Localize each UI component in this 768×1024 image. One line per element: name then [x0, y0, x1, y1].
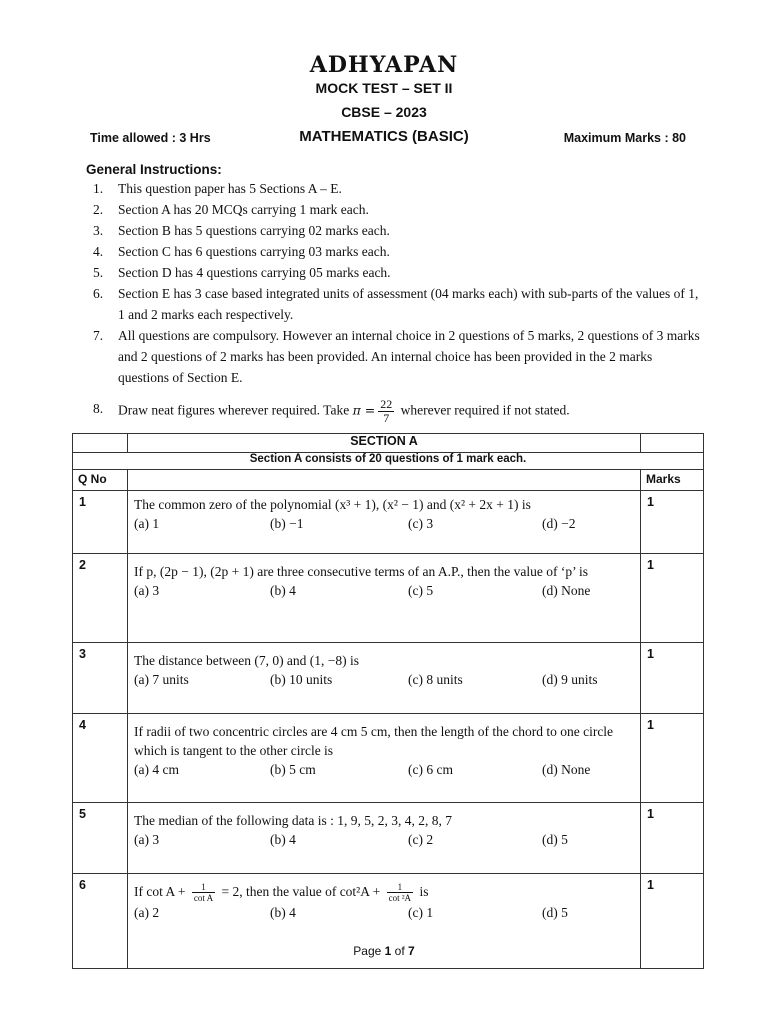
- section-a-table: [72, 433, 704, 969]
- page-current: 1: [384, 944, 392, 958]
- option-b: (b) 10 units: [270, 672, 333, 687]
- options-row: [134, 830, 634, 849]
- fraction-1-over-cot2A: $\frac{1}{\text{cot ²A}}$: [388, 882, 412, 904]
- options-row: [134, 514, 634, 533]
- option-a: (a) 4 cm: [134, 762, 179, 777]
- option-c: (c) 5: [408, 583, 434, 598]
- option-d: (d) −2: [542, 516, 576, 531]
- instructions-list: [93, 178, 703, 425]
- option-b: (b) 4: [270, 832, 296, 847]
- option-b: (b) 4: [270, 905, 296, 921]
- column-header-qno: Q No: [73, 470, 128, 491]
- option-c: (c) 1: [408, 905, 434, 921]
- option-c: (c) 3: [408, 516, 434, 531]
- section-title: SECTION A: [128, 434, 641, 453]
- instructions-title: General Instructions:: [86, 162, 222, 177]
- question-number: 4: [73, 714, 128, 803]
- question-body: [128, 491, 641, 554]
- question-body: [128, 714, 641, 803]
- option-b: (b) 4: [270, 583, 296, 598]
- question-text: If p, (2p − 1), (2p + 1) are three consecutive terms of an A.P., then the value of ‘p’ is: [134, 564, 588, 579]
- question-marks: 1: [641, 491, 704, 554]
- question-number: 3: [73, 643, 128, 714]
- option-a: (a) 3: [134, 583, 160, 598]
- option-d: (d) 5: [542, 832, 568, 847]
- question-body: [128, 643, 641, 714]
- question-marks: 1: [641, 643, 704, 714]
- column-header-marks: Marks: [641, 470, 704, 491]
- fraction-1-over-cotA: $\frac{1}{\text{cot A}}$: [193, 882, 214, 904]
- question-body: [128, 554, 641, 643]
- options-row: [134, 670, 634, 689]
- instruction-item: 2. Section A has 20 MCQs carrying 1 mark each.: [93, 202, 369, 217]
- instruction-item: 1. This question paper has 5 Sections A – E.: [93, 181, 342, 196]
- option-a: (a) 7 units: [134, 672, 189, 687]
- maximum-marks: Maximum Marks : 80: [563, 131, 686, 145]
- pi-symbol: π =: [352, 402, 376, 418]
- question-number: 6: [73, 874, 128, 969]
- table-row: [73, 643, 704, 714]
- subject-title: MATHEMATICS (BASIC): [299, 128, 469, 145]
- question-marks: 1: [641, 874, 704, 969]
- question-text: The common zero of the polynomial (x³ + 1), (x² − 1) and (x² + 2x + 1) is: [134, 497, 531, 512]
- question-number: 5: [73, 803, 128, 874]
- option-d: (d) 5: [542, 905, 568, 921]
- options-row: [134, 903, 634, 922]
- exam-meta: [0, 128, 768, 150]
- fraction-22-7: $\frac{22}{7}$: [380, 397, 393, 425]
- option-c: (c) 2: [408, 832, 434, 847]
- question-text: The distance between (7, 0) and (1, −8) is: [134, 653, 360, 668]
- page-of: of: [394, 944, 405, 958]
- test-name: MOCK TEST – SET II: [315, 80, 453, 96]
- instruction-item: 6. Section E has 3 case based integrated units of assessment (04 marks each) with sub-parts of the values of 1, 1 and 2 marks each respectively.: [93, 286, 699, 322]
- option-d: (d) None: [542, 762, 591, 777]
- page-total: 7: [408, 944, 415, 958]
- option-a: (a) 2: [134, 905, 160, 921]
- instruction-item: 7. All questions are compulsory. However an internal choice in 2 questions of 5 marks, 2 questions of 3 marks and 2 questions of 2 marks has been provided. An internal choice has been provided in the 2 marks questions of Section E.: [93, 328, 700, 385]
- table-row: [73, 714, 704, 803]
- brand-title: ADHYAPAN: [309, 52, 459, 78]
- page-footer: [0, 944, 768, 958]
- table-row: [73, 554, 704, 643]
- question-marks: 1: [641, 714, 704, 803]
- question-text: If cot A + $\frac{1}{\text{cot A}}$ = 2, then the value of cot²A + $\frac{1}{\text{cot ²A}}$ is: [134, 882, 429, 904]
- question-marks: 1: [641, 554, 704, 643]
- option-a: (a) 1: [134, 516, 160, 531]
- option-d: (d) None: [542, 583, 591, 598]
- question-text: The median of the following data is : 1, 9, 5, 2, 3, 4, 2, 8, 7: [134, 813, 452, 828]
- option-c: (c) 8 units: [408, 672, 463, 687]
- question-body: [128, 803, 641, 874]
- option-d: (d) 9 units: [542, 672, 598, 687]
- options-row: [134, 760, 634, 779]
- question-text: If radii of two concentric circles are 4 cm 5 cm, then the length of the chord to one circle which is tangent to the other circle is: [134, 724, 614, 758]
- board-year: CBSE – 2023: [341, 104, 427, 120]
- section-subtitle: Section A consists of 20 questions of 1 mark each.: [73, 453, 704, 470]
- question-number: 1: [73, 491, 128, 554]
- page-label: Page: [353, 944, 382, 958]
- question-marks: 1: [641, 803, 704, 874]
- question-number: 2: [73, 554, 128, 643]
- instruction-item: 4. Section C has 6 questions carrying 03 marks each.: [93, 244, 390, 259]
- option-b: (b) 5 cm: [270, 762, 316, 777]
- instruction-item: 3. Section B has 5 questions carrying 02 marks each.: [93, 223, 390, 238]
- instruction-item: 8. Draw neat figures wherever required. Take π = $\frac{22}{7}$ wherever required if not stated.: [93, 397, 570, 425]
- option-b: (b) −1: [270, 516, 304, 531]
- option-a: (a) 3: [134, 832, 160, 847]
- table-row: [73, 803, 704, 874]
- time-allowed: Time allowed : 3 Hrs: [90, 131, 211, 145]
- instruction-item: 5. Section D has 4 questions carrying 05 marks each.: [93, 265, 391, 280]
- options-row: [134, 581, 634, 600]
- option-c: (c) 6 cm: [408, 762, 453, 777]
- table-row: [73, 491, 704, 554]
